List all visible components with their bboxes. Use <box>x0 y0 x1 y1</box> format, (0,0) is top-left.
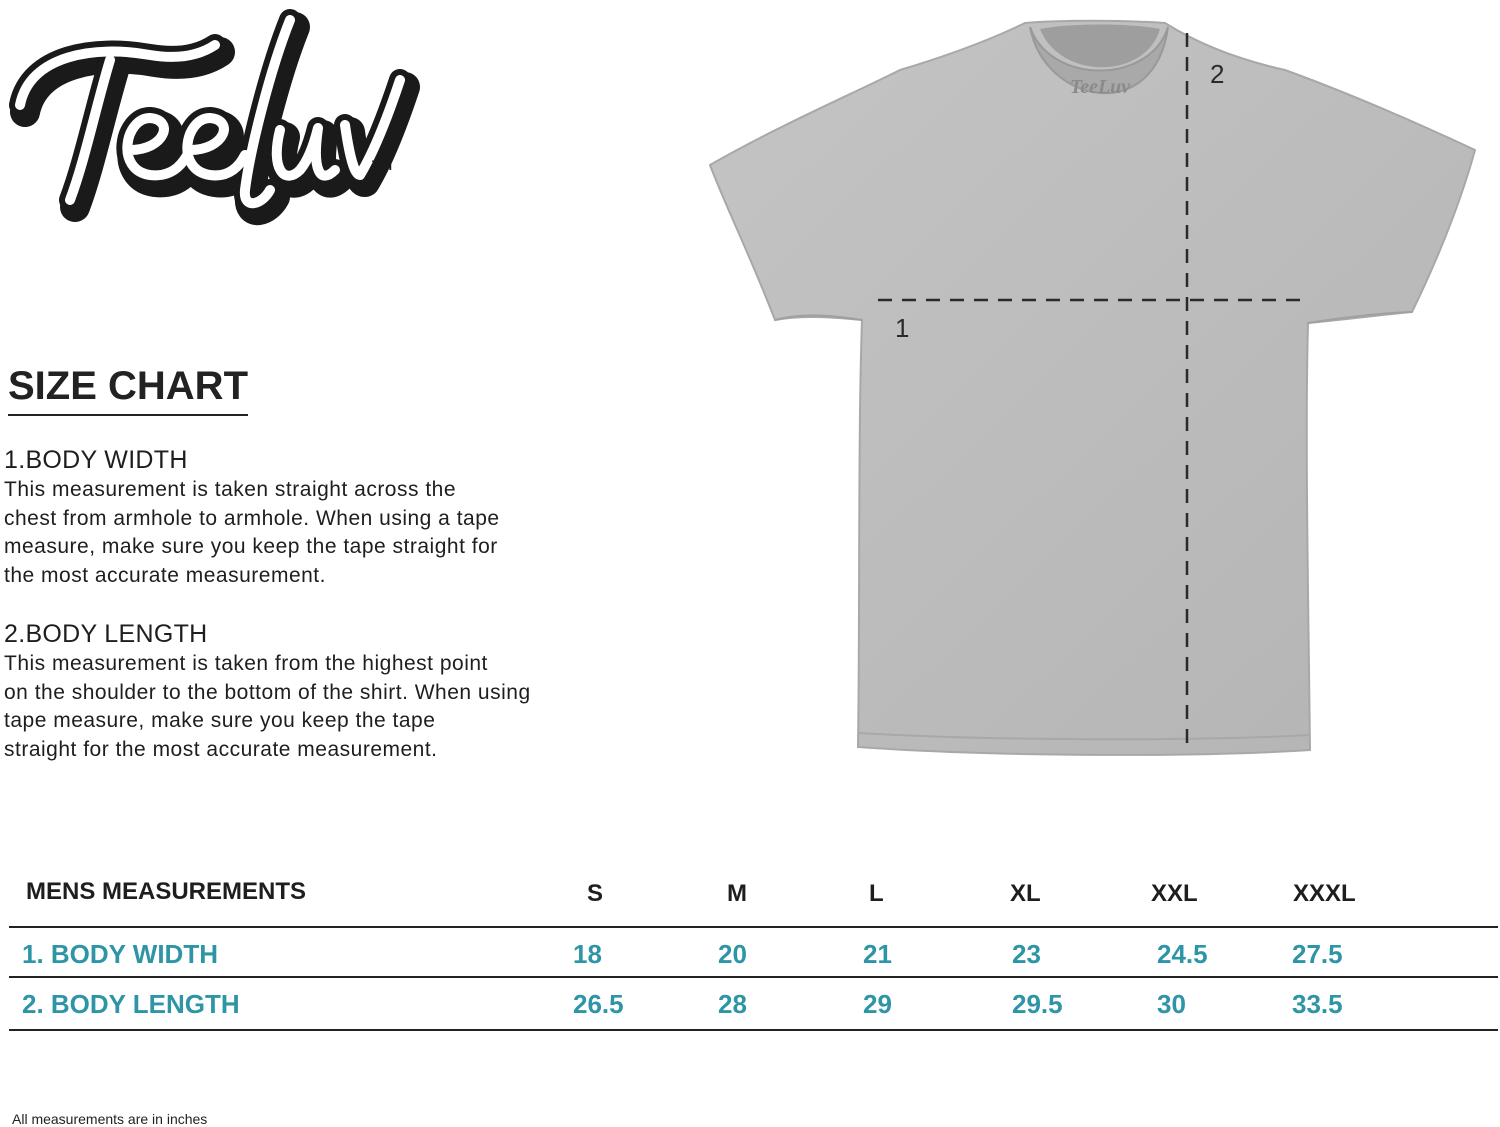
neck-label: TeeLuv <box>1069 76 1131 98</box>
size-chart-title: SIZE CHART <box>8 362 248 416</box>
teeluv-logo <box>0 0 420 250</box>
size-xxl-header: XXL <box>1151 880 1198 907</box>
table-divider <box>9 976 1498 978</box>
table-cell: 29.5 <box>1012 989 1063 1019</box>
table-cell: 21 <box>863 939 892 969</box>
tshirt-diagram <box>700 15 1490 765</box>
size-s-header: S <box>587 880 604 907</box>
size-xxxl-header: XXXL <box>1293 880 1356 907</box>
table-cell: 27.5 <box>1292 939 1343 969</box>
table-cell: 28 <box>718 989 747 1019</box>
body-length-heading: 2.BODY LENGTH <box>4 620 208 648</box>
table-cell: 24.5 <box>1157 939 1208 969</box>
tshirt-body <box>710 21 1475 755</box>
size-xl-header: XL <box>1010 880 1041 907</box>
table-cell: 23 <box>1012 939 1041 969</box>
trademark-mark: TM <box>372 157 393 173</box>
table-cell: 20 <box>718 939 747 969</box>
table-cell: 30 <box>1157 989 1186 1019</box>
size-l-header: L <box>869 880 884 907</box>
body-length-description: This measurement is taken from the highest point on the shoulder to the bottom of the shirt. When using tape measure, make sure you keep the tape straight for the most accurate measurement. <box>4 652 531 761</box>
body-width-description: This measurement is taken straight across the chest from armhole to armhole. When using a tape measure, make sure you keep the tape straight for the most accurate measurement. <box>4 478 500 587</box>
size-m-header: M <box>727 880 747 907</box>
table-divider <box>9 1029 1498 1031</box>
body-width-heading: 1.BODY WIDTH <box>4 446 188 474</box>
table-cell: 29 <box>863 989 892 1019</box>
body-length-marker: 2 <box>1210 59 1225 89</box>
row-label-body-width: 1. BODY WIDTH <box>22 939 218 969</box>
table-cell: 18 <box>573 939 602 969</box>
table-header-label: MENS MEASUREMENTS <box>26 878 307 905</box>
body-width-marker: 1 <box>895 313 910 343</box>
table-cell: 26.5 <box>573 989 624 1019</box>
row-label-body-length: 2. BODY LENGTH <box>22 989 240 1019</box>
table-cell: 33.5 <box>1292 989 1343 1019</box>
footnote: All measurements are in inches <box>12 1111 208 1127</box>
table-divider <box>9 926 1498 928</box>
